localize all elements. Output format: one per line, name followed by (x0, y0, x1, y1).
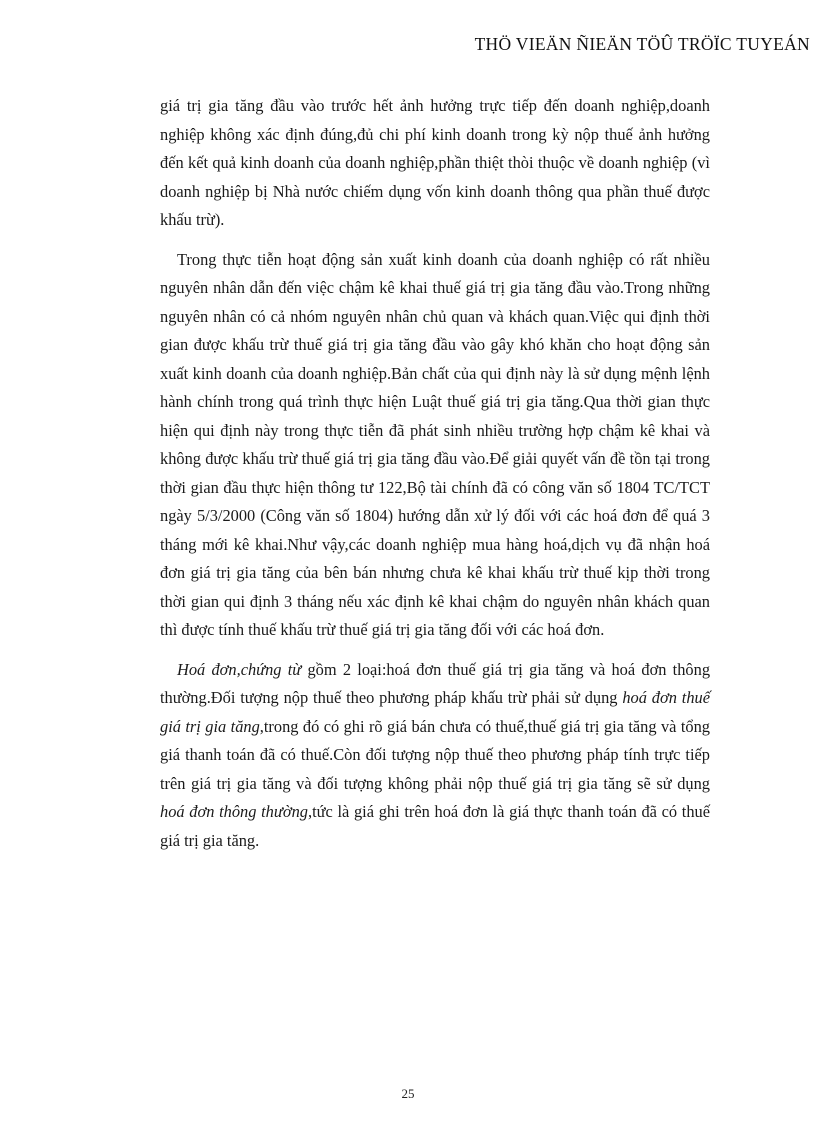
paragraph-late-declaration (160, 246, 710, 645)
running-header: THÖ VIEÄN ÑIEÄN TÖÛ TRÖÏC TUYEÁN (474, 34, 810, 54)
document-body (160, 92, 710, 855)
page-number: 25 (401, 1086, 415, 1101)
italic-term-vat-invoice: hoá đơn thuế giá trị gia tăng (160, 688, 711, 736)
paragraph-text: ,tức là giá ghi trên hoá đơn là giá thực thanh toán đã có thuế giá trị gia tăng. (160, 802, 710, 850)
paragraph-text: giá trị gia tăng đầu vào trước hết ảnh hưởng trực tiếp đến doanh nghiệp,doanh nghiệp không xác định đúng,đủ chi phí kinh doanh trong kỳ nộp thuế ảnh hưởng đến kết quả kinh doanh của doanh nghiệp,phần thiệt thòi thuộc về doanh nghiệp (vì doanh nghiệp bị Nhà nước chiếm dụng vốn kinh doanh thông qua phần thuế được khấu trừ). (160, 96, 710, 229)
paragraph-text: Trong thực tiễn hoạt động sản xuất kinh doanh của doanh nghiệp có rất nhiều nguyên nhân dẫn đến việc chậm kê khai thuế giá trị gia tăng đầu vào.Trong những nguyên nhân có cả nhóm nguyên nhân chủ quan và khách quan.Việc qui định thời gian được khấu trừ thuế giá trị gia tăng đầu vào gây khó khăn cho hoạt động sản xuất kinh doanh của doanh nghiệp.Bản chất của qui định này là sử dụng mệnh lệnh hành chính trong quá trình thực hiện Luật thuế giá trị gia tăng.Qua thời gian thực hiện qui định này trong thực tiễn đã phát sinh nhiều trường hợp chậm kê khai và không được khấu trừ thuế giá trị gia tăng đầu vào.Để giải quyết vấn đề tồn tại trong thời gian đầu thực hiện thông tư 122,Bộ tài chính đã có công văn số 1804 TC/TCT ngày 5/3/2000 (Công văn số 1804) hướng dẫn xử lý đối với các hoá đơn để quá 3 tháng mới kê khai.Như vậy,các doanh nghiệp mua hàng hoá,dịch vụ đã nhận hoá đơn giá trị gia tăng của bên bán nhưng chưa kê khai khấu trừ thuế kịp thời trong thời gian qui định 3 tháng nếu xác định kê khai chậm do nguyên nhân khách quan thì được tính thuế khấu trừ thuế giá trị gia tăng đối với các hoá đơn. (160, 249, 710, 639)
paragraph-continuation (160, 92, 710, 235)
paragraph-invoices (160, 656, 710, 856)
paragraph-text: ,trong đó có ghi rõ giá bán chưa có thuế,thuế giá trị gia tăng và tổng giá thanh toán đã có thuế.Còn đối tượng nộp thuế theo phương pháp tính trực tiếp trên giá trị gia tăng và đối tượng không phải nộp thuế giá trị gia tăng sẽ sử dụng (160, 716, 711, 793)
paragraph-text: gồm 2 loại:hoá đơn thuế giá trị gia tăng và hoá đơn thông thường.Đối tượng nộp thuế theo phương pháp khấu trừ phải sử dụng (160, 659, 711, 707)
italic-term-invoices-documents: Hoá đơn,chứng từ (177, 659, 302, 679)
italic-term-regular-invoice: hoá đơn thông thường (160, 802, 308, 821)
